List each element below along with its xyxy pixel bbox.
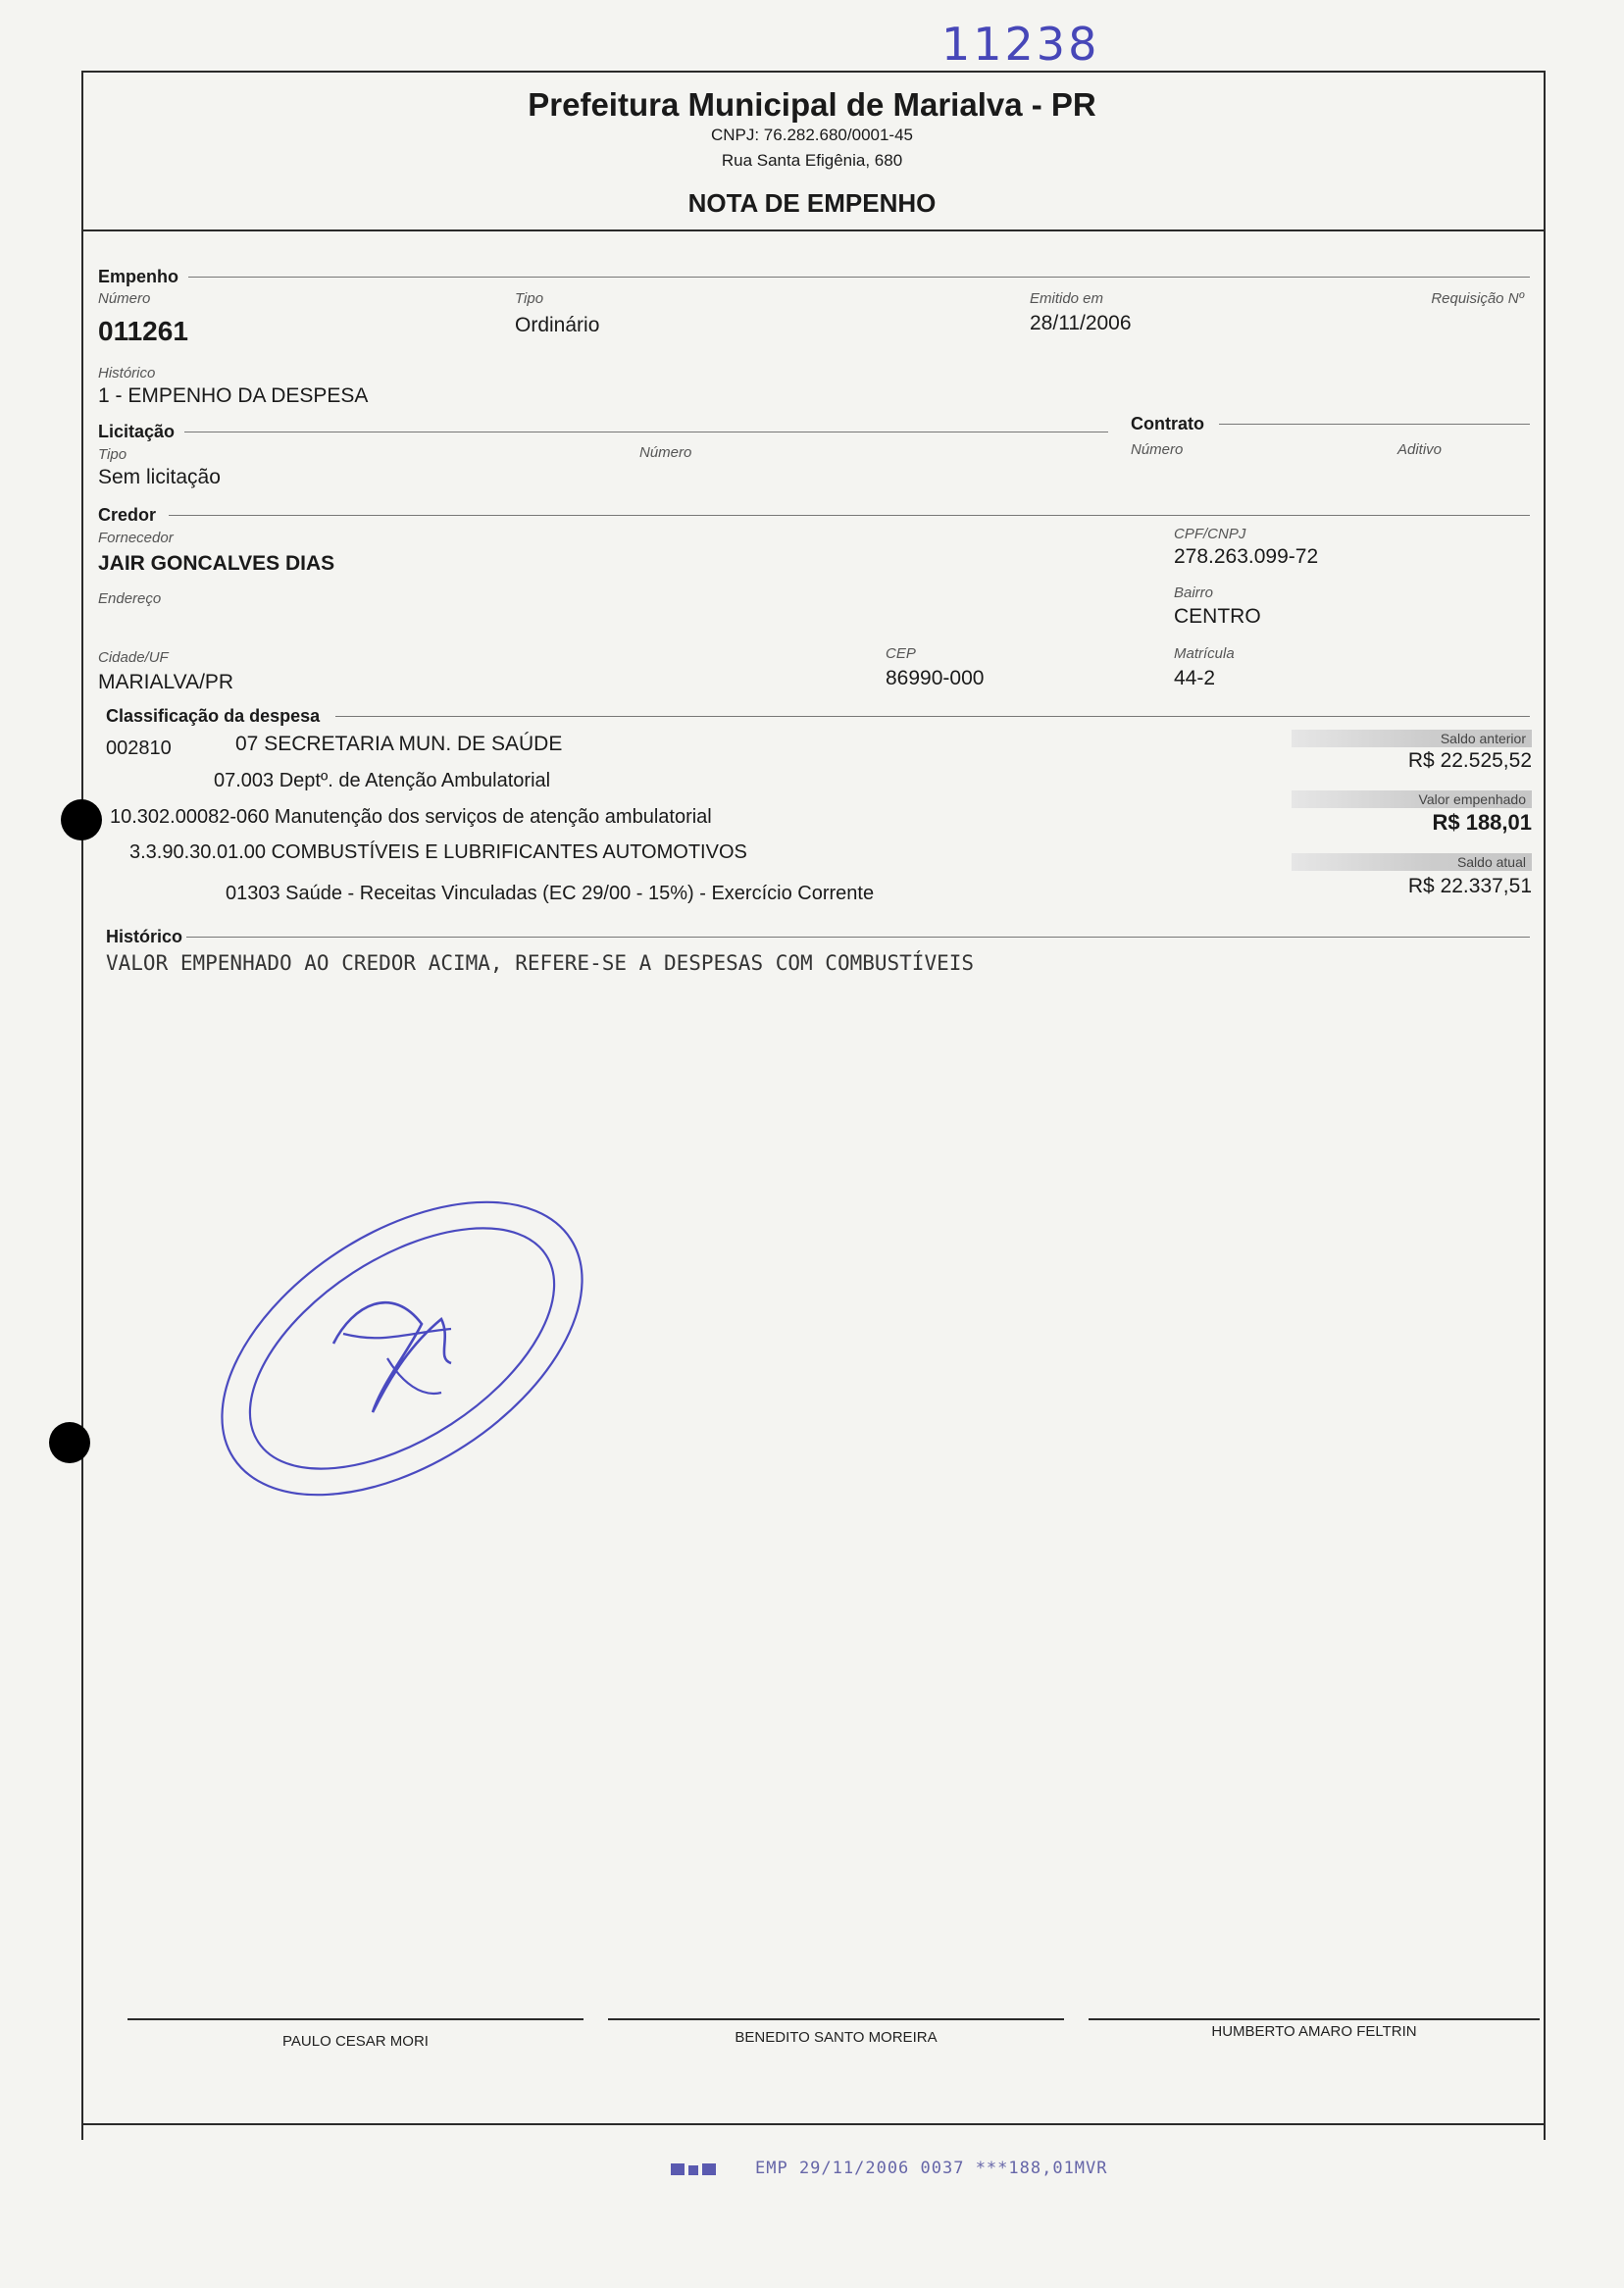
valor-empenhado-label: Valor empenhado (1292, 790, 1532, 808)
emitido-value: 28/11/2006 (1030, 312, 1132, 334)
section-rule (188, 277, 1530, 278)
saldo-anterior-label: Saldo anterior (1292, 730, 1532, 747)
signature-name: BENEDITO SANTO MOREIRA (735, 2029, 938, 2046)
licitacao-tipo-label: Tipo (98, 446, 127, 463)
historico-value: 1 - EMPENHO DA DESPESA (98, 384, 369, 407)
licitacao-tipo-value: Sem licitação (98, 466, 221, 488)
address-text: Rua Santa Efigênia, 680 (721, 151, 903, 170)
section-classificacao: Classificação da despesa (106, 706, 321, 726)
section-rule (1219, 424, 1530, 425)
section-rule (186, 937, 1530, 938)
signature-line (1089, 2018, 1540, 2020)
cidade-value: MARIALVA/PR (98, 671, 234, 693)
section-rule (335, 716, 1530, 717)
contrato-numero-label: Número (1131, 441, 1184, 458)
header-divider (81, 229, 1546, 231)
aditivo-label: Aditivo (1397, 441, 1443, 458)
signature-line (127, 2018, 584, 2020)
frame-top (81, 71, 1546, 73)
signature-line (608, 2018, 1064, 2020)
endereco-label: Endereço (98, 590, 162, 607)
numero-label: Número (98, 290, 151, 307)
classificacao-code: 002810 (106, 737, 172, 759)
licitacao-numero-label: Número (639, 444, 692, 461)
cpf-value: 278.263.099-72 (1174, 545, 1319, 568)
signature-name: PAULO CESAR MORI (282, 2033, 429, 2050)
classificacao-elemento: 3.3.90.30.01.00 COMBUSTÍVEIS E LUBRIFICANTES AUTOMOTIVOS (129, 841, 747, 863)
stamp-logo (671, 2161, 749, 2177)
tipo-value: Ordinário (515, 314, 600, 336)
matricula-value: 44-2 (1174, 667, 1216, 689)
fornecedor-label: Fornecedor (98, 530, 174, 546)
saldo-atual-label: Saldo atual (1292, 853, 1532, 871)
frame-left (81, 71, 83, 2140)
classificacao-orgao: 07 SECRETARIA MUN. DE SAÚDE (235, 733, 563, 755)
document-title: NOTA DE EMPENHO (687, 188, 937, 218)
section-empenho: Empenho (98, 267, 179, 286)
saldo-atual-value: R$ 22.337,51 (1407, 875, 1532, 897)
bairro-label: Bairro (1174, 585, 1214, 601)
cnpj-text: CNPJ: 76.282.680/0001-45 (710, 126, 914, 144)
section-credor: Credor (98, 505, 157, 525)
historico-text: VALOR EMPENHADO AO CREDOR ACIMA, REFERE-SE A DESPESAS COM COMBUSTÍVEIS (106, 951, 975, 975)
classificacao-acao: 10.302.00082-060 Manutenção dos serviços de atenção ambulatorial (110, 806, 712, 828)
cpf-label: CPF/CNPJ (1174, 526, 1246, 542)
classificacao-fonte: 01303 Saúde - Receitas Vinculadas (EC 29/00 - 15%) - Exercício Corrente (226, 883, 875, 904)
historico-label: Histórico (98, 365, 156, 381)
fornecedor-value: JAIR GONCALVES DIAS (98, 552, 335, 575)
requisicao-label: Requisição Nº (1431, 290, 1524, 307)
section-historico: Histórico (106, 927, 183, 946)
section-licitacao: Licitação (98, 422, 176, 441)
empenho-number: 011261 (98, 316, 188, 346)
tipo-label: Tipo (515, 290, 544, 307)
section-contrato: Contrato (1131, 414, 1204, 433)
municipality-title: Prefeitura Municipal de Marialva - PR (528, 86, 1096, 123)
punch-hole (61, 799, 102, 840)
punch-hole (49, 1422, 90, 1463)
cep-value: 86990-000 (886, 667, 985, 689)
signature-stamp-drawing (157, 1147, 647, 1540)
saldo-anterior-value: R$ 22.525,52 (1407, 749, 1532, 772)
valor-empenhado-value: R$ 188,01 (1432, 810, 1532, 835)
frame-right (1544, 71, 1546, 2140)
matricula-label: Matrícula (1174, 645, 1235, 662)
bairro-value: CENTRO (1174, 605, 1261, 628)
signature-name: HUMBERTO AMARO FELTRIN (1211, 2023, 1417, 2040)
cep-label: CEP (886, 645, 916, 662)
emitido-label: Emitido em (1030, 290, 1104, 307)
classificacao-unidade: 07.003 Deptº. de Atenção Ambulatorial (214, 770, 551, 791)
handwritten-page-number: 11238 (941, 18, 1100, 71)
cidade-label: Cidade/UF (98, 649, 169, 666)
section-rule (169, 515, 1530, 516)
frame-bottom (81, 2123, 1546, 2125)
footer-stamp-text: EMP 29/11/2006 0037 ***188,01MVR (755, 2159, 1108, 2178)
